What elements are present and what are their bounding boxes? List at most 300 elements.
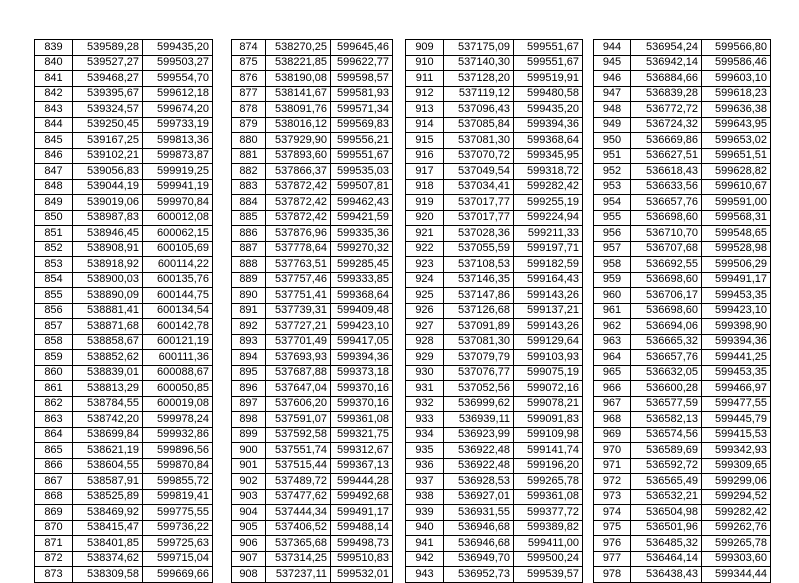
y-coordinate: 599262,76 — [702, 520, 771, 536]
y-coordinate: 599361,08 — [514, 489, 583, 505]
y-coordinate: 599370,16 — [331, 381, 393, 397]
x-coordinate: 537108,53 — [444, 257, 514, 273]
x-coordinate: 537140,30 — [444, 55, 514, 71]
table-row — [35, 334, 213, 350]
y-coordinate: 599164,43 — [514, 272, 583, 288]
table-row — [232, 412, 393, 428]
point-number: 898 — [232, 412, 266, 428]
y-coordinate: 599554,70 — [143, 71, 213, 87]
table-row — [232, 334, 393, 350]
table-row — [406, 567, 583, 583]
point-number: 877 — [232, 86, 266, 102]
x-coordinate: 539056,83 — [73, 164, 143, 180]
table-row — [594, 396, 771, 412]
y-coordinate: 600114,22 — [143, 257, 213, 273]
point-number: 969 — [594, 427, 631, 443]
table-row — [232, 350, 393, 366]
y-coordinate: 599143,26 — [514, 288, 583, 304]
x-coordinate: 537070,72 — [444, 148, 514, 164]
y-coordinate: 599610,67 — [702, 179, 771, 195]
table-row — [594, 164, 771, 180]
table-row — [594, 71, 771, 87]
y-coordinate: 599141,74 — [514, 443, 583, 459]
y-coordinate: 599415,53 — [702, 427, 771, 443]
y-coordinate: 599445,79 — [702, 412, 771, 428]
x-coordinate: 537096,43 — [444, 102, 514, 118]
y-coordinate: 599491,17 — [331, 505, 393, 521]
x-coordinate: 537515,44 — [266, 458, 331, 474]
table-row — [594, 179, 771, 195]
y-coordinate: 599398,90 — [702, 319, 771, 335]
point-number: 883 — [232, 179, 266, 195]
point-number: 875 — [232, 55, 266, 71]
point-number: 841 — [35, 71, 73, 87]
table-row — [232, 86, 393, 102]
table-row — [232, 148, 393, 164]
table-row — [406, 86, 583, 102]
y-coordinate: 599566,80 — [702, 40, 771, 56]
table-row — [232, 536, 393, 552]
point-number: 912 — [406, 86, 444, 102]
table-row — [232, 381, 393, 397]
table-row — [232, 164, 393, 180]
y-coordinate: 599394,36 — [702, 334, 771, 350]
y-coordinate: 600144,75 — [143, 288, 213, 304]
y-coordinate: 599453,35 — [702, 365, 771, 381]
y-coordinate: 599409,48 — [331, 303, 393, 319]
table-row — [406, 257, 583, 273]
point-number: 936 — [406, 458, 444, 474]
table-row — [35, 40, 213, 56]
point-number: 943 — [406, 567, 444, 583]
table-row — [406, 551, 583, 567]
table-row — [594, 86, 771, 102]
x-coordinate: 537751,41 — [266, 288, 331, 304]
y-coordinate: 599556,21 — [331, 133, 393, 149]
table-row — [232, 520, 393, 536]
table-row — [232, 319, 393, 335]
y-coordinate: 599819,41 — [143, 489, 213, 505]
table-row — [232, 303, 393, 319]
point-number: 896 — [232, 381, 266, 397]
x-coordinate: 537872,42 — [266, 195, 331, 211]
table-row — [406, 458, 583, 474]
table-row — [232, 133, 393, 149]
table-row — [35, 319, 213, 335]
point-number: 978 — [594, 567, 631, 583]
table-row — [594, 241, 771, 257]
point-number: 844 — [35, 117, 73, 133]
x-coordinate: 537763,51 — [266, 257, 331, 273]
x-coordinate: 536698,60 — [631, 210, 702, 226]
x-coordinate: 536632,05 — [631, 365, 702, 381]
y-coordinate: 599255,19 — [514, 195, 583, 211]
y-coordinate: 599282,42 — [702, 505, 771, 521]
table-row — [232, 40, 393, 56]
x-coordinate: 538309,58 — [73, 567, 143, 583]
point-number: 862 — [35, 396, 73, 412]
table-row — [406, 427, 583, 443]
point-number: 931 — [406, 381, 444, 397]
point-number: 909 — [406, 40, 444, 56]
point-number: 958 — [594, 257, 631, 273]
x-coordinate: 537701,49 — [266, 334, 331, 350]
x-coordinate: 536927,01 — [444, 489, 514, 505]
x-coordinate: 536839,28 — [631, 86, 702, 102]
table-row — [594, 195, 771, 211]
table-row — [594, 40, 771, 56]
x-coordinate: 538604,55 — [73, 458, 143, 474]
table-row — [35, 133, 213, 149]
table-row — [594, 505, 771, 521]
point-number: 902 — [232, 474, 266, 490]
point-number: 928 — [406, 334, 444, 350]
point-number: 948 — [594, 102, 631, 118]
y-coordinate: 599367,13 — [331, 458, 393, 474]
x-coordinate: 537872,42 — [266, 210, 331, 226]
x-coordinate: 536565,49 — [631, 474, 702, 490]
table-row — [594, 272, 771, 288]
point-number: 885 — [232, 210, 266, 226]
x-coordinate: 538987,83 — [73, 210, 143, 226]
y-coordinate: 599285,45 — [331, 257, 393, 273]
point-number: 868 — [35, 489, 73, 505]
y-coordinate: 600088,67 — [143, 365, 213, 381]
table-row — [35, 195, 213, 211]
x-coordinate: 538918,92 — [73, 257, 143, 273]
y-coordinate: 599333,85 — [331, 272, 393, 288]
table-row — [35, 443, 213, 459]
x-coordinate: 538469,92 — [73, 505, 143, 521]
point-number: 881 — [232, 148, 266, 164]
point-number: 854 — [35, 272, 73, 288]
y-coordinate: 599361,08 — [331, 412, 393, 428]
x-coordinate: 538221,85 — [266, 55, 331, 71]
table-row — [35, 288, 213, 304]
x-coordinate: 539324,57 — [73, 102, 143, 118]
y-coordinate: 599643,95 — [702, 117, 771, 133]
table-row — [232, 210, 393, 226]
point-number: 848 — [35, 179, 73, 195]
x-coordinate: 536694,06 — [631, 319, 702, 335]
table-row — [35, 551, 213, 567]
y-coordinate: 599870,84 — [143, 458, 213, 474]
y-coordinate: 599312,67 — [331, 443, 393, 459]
point-number: 876 — [232, 71, 266, 87]
point-number: 917 — [406, 164, 444, 180]
x-coordinate: 539527,27 — [73, 55, 143, 71]
x-coordinate: 537147,86 — [444, 288, 514, 304]
point-number: 856 — [35, 303, 73, 319]
y-coordinate: 599368,64 — [331, 288, 393, 304]
y-coordinate: 599265,78 — [514, 474, 583, 490]
table-row — [35, 257, 213, 273]
point-number: 918 — [406, 179, 444, 195]
y-coordinate: 599282,42 — [514, 179, 583, 195]
y-coordinate: 599344,44 — [702, 567, 771, 583]
y-coordinate: 599970,84 — [143, 195, 213, 211]
x-coordinate: 536633,56 — [631, 179, 702, 195]
x-coordinate: 537237,11 — [266, 567, 331, 583]
x-coordinate: 538871,68 — [73, 319, 143, 335]
x-coordinate: 536592,72 — [631, 458, 702, 474]
y-coordinate: 599715,04 — [143, 551, 213, 567]
y-coordinate: 599417,05 — [331, 334, 393, 350]
y-coordinate: 599270,32 — [331, 241, 393, 257]
table-row — [406, 164, 583, 180]
point-number: 951 — [594, 148, 631, 164]
y-coordinate: 599539,57 — [514, 567, 583, 583]
table-row — [406, 272, 583, 288]
y-coordinate: 600050,85 — [143, 381, 213, 397]
y-coordinate: 599855,72 — [143, 474, 213, 490]
point-number: 914 — [406, 117, 444, 133]
point-number: 893 — [232, 334, 266, 350]
x-coordinate: 538858,67 — [73, 334, 143, 350]
y-coordinate: 599941,19 — [143, 179, 213, 195]
table-row — [406, 505, 583, 521]
table-row — [406, 102, 583, 118]
y-coordinate: 600062,15 — [143, 226, 213, 242]
x-coordinate: 537477,62 — [266, 489, 331, 505]
x-coordinate: 536574,56 — [631, 427, 702, 443]
y-coordinate: 599466,97 — [702, 381, 771, 397]
x-coordinate: 539167,25 — [73, 133, 143, 149]
y-coordinate: 599370,16 — [331, 396, 393, 412]
point-number: 895 — [232, 365, 266, 381]
y-coordinate: 599618,23 — [702, 86, 771, 102]
table-row — [406, 148, 583, 164]
table-row — [35, 520, 213, 536]
y-coordinate: 600019,08 — [143, 396, 213, 412]
table-row — [35, 505, 213, 521]
y-coordinate: 599488,14 — [331, 520, 393, 536]
y-coordinate: 599535,03 — [331, 164, 393, 180]
x-coordinate: 536582,13 — [631, 412, 702, 428]
y-coordinate: 599435,20 — [514, 102, 583, 118]
point-number: 966 — [594, 381, 631, 397]
table-row — [406, 241, 583, 257]
x-coordinate: 537739,31 — [266, 303, 331, 319]
coordinate-table-2 — [231, 39, 393, 583]
point-number: 853 — [35, 257, 73, 273]
table-row — [35, 210, 213, 226]
point-number: 863 — [35, 412, 73, 428]
y-coordinate: 599441,25 — [702, 350, 771, 366]
table-row — [232, 102, 393, 118]
table-row — [35, 412, 213, 428]
x-coordinate: 538784,55 — [73, 396, 143, 412]
point-number: 957 — [594, 241, 631, 257]
table-row — [594, 536, 771, 552]
point-number: 890 — [232, 288, 266, 304]
point-number: 973 — [594, 489, 631, 505]
point-number: 879 — [232, 117, 266, 133]
coordinate-table-3 — [405, 39, 583, 583]
y-coordinate: 599571,34 — [331, 102, 393, 118]
x-coordinate: 538908,91 — [73, 241, 143, 257]
y-coordinate: 600135,76 — [143, 272, 213, 288]
x-coordinate: 539044,19 — [73, 179, 143, 195]
x-coordinate: 536657,76 — [631, 195, 702, 211]
x-coordinate: 537687,88 — [266, 365, 331, 381]
y-coordinate: 600012,08 — [143, 210, 213, 226]
point-number: 880 — [232, 133, 266, 149]
point-number: 915 — [406, 133, 444, 149]
point-number: 886 — [232, 226, 266, 242]
point-number: 843 — [35, 102, 73, 118]
y-coordinate: 599492,68 — [331, 489, 393, 505]
x-coordinate: 538415,47 — [73, 520, 143, 536]
x-coordinate: 538900,03 — [73, 272, 143, 288]
x-coordinate: 537076,77 — [444, 365, 514, 381]
x-coordinate: 537028,36 — [444, 226, 514, 242]
x-coordinate: 536952,73 — [444, 567, 514, 583]
x-coordinate: 536954,24 — [631, 40, 702, 56]
x-coordinate: 536922,48 — [444, 458, 514, 474]
y-coordinate: 599091,83 — [514, 412, 583, 428]
x-coordinate: 537049,54 — [444, 164, 514, 180]
table-row — [594, 412, 771, 428]
y-coordinate: 599421,59 — [331, 210, 393, 226]
point-number: 923 — [406, 257, 444, 273]
x-coordinate: 536577,59 — [631, 396, 702, 412]
table-row — [232, 474, 393, 490]
point-number: 858 — [35, 334, 73, 350]
table-row — [406, 288, 583, 304]
point-number: 871 — [35, 536, 73, 552]
x-coordinate: 536501,96 — [631, 520, 702, 536]
x-coordinate: 538839,01 — [73, 365, 143, 381]
point-number: 972 — [594, 474, 631, 490]
x-coordinate: 536999,62 — [444, 396, 514, 412]
x-coordinate: 539589,28 — [73, 40, 143, 56]
point-number: 956 — [594, 226, 631, 242]
y-coordinate: 599612,18 — [143, 86, 213, 102]
table-row — [406, 350, 583, 366]
table-row — [594, 520, 771, 536]
x-coordinate: 537085,84 — [444, 117, 514, 133]
point-number: 938 — [406, 489, 444, 505]
y-coordinate: 599978,24 — [143, 412, 213, 428]
point-number: 964 — [594, 350, 631, 366]
point-number: 920 — [406, 210, 444, 226]
x-coordinate: 537489,72 — [266, 474, 331, 490]
table-row — [232, 195, 393, 211]
y-coordinate: 599528,98 — [702, 241, 771, 257]
y-coordinate: 599645,46 — [331, 40, 393, 56]
y-coordinate: 599506,29 — [702, 257, 771, 273]
point-number: 968 — [594, 412, 631, 428]
x-coordinate: 539102,21 — [73, 148, 143, 164]
y-coordinate: 599265,78 — [702, 536, 771, 552]
x-coordinate: 537175,09 — [444, 40, 514, 56]
y-coordinate: 599636,38 — [702, 102, 771, 118]
point-number: 975 — [594, 520, 631, 536]
y-coordinate: 599548,65 — [702, 226, 771, 242]
y-coordinate: 599345,95 — [514, 148, 583, 164]
point-number: 899 — [232, 427, 266, 443]
point-number: 954 — [594, 195, 631, 211]
table-row — [406, 443, 583, 459]
x-coordinate: 537606,20 — [266, 396, 331, 412]
table-row — [594, 567, 771, 583]
table-row — [406, 520, 583, 536]
point-number: 867 — [35, 474, 73, 490]
point-number: 934 — [406, 427, 444, 443]
y-coordinate: 599075,19 — [514, 365, 583, 381]
table-row — [406, 319, 583, 335]
point-number: 944 — [594, 40, 631, 56]
y-coordinate: 600111,36 — [143, 350, 213, 366]
point-number: 882 — [232, 164, 266, 180]
table-row — [406, 536, 583, 552]
table-row — [35, 102, 213, 118]
x-coordinate: 537365,68 — [266, 536, 331, 552]
point-number: 892 — [232, 319, 266, 335]
point-number: 962 — [594, 319, 631, 335]
y-coordinate: 599507,81 — [331, 179, 393, 195]
point-number: 860 — [35, 365, 73, 381]
x-coordinate: 538742,20 — [73, 412, 143, 428]
point-number: 903 — [232, 489, 266, 505]
x-coordinate: 536724,32 — [631, 117, 702, 133]
point-number: 840 — [35, 55, 73, 71]
y-coordinate: 599586,46 — [702, 55, 771, 71]
x-coordinate: 538401,85 — [73, 536, 143, 552]
y-coordinate: 599477,55 — [702, 396, 771, 412]
table-row — [406, 396, 583, 412]
y-coordinate: 600142,78 — [143, 319, 213, 335]
y-coordinate: 599598,57 — [331, 71, 393, 87]
x-coordinate: 537893,60 — [266, 148, 331, 164]
x-coordinate: 536706,17 — [631, 288, 702, 304]
point-number: 921 — [406, 226, 444, 242]
x-coordinate: 536669,86 — [631, 133, 702, 149]
table-row — [35, 241, 213, 257]
point-number: 925 — [406, 288, 444, 304]
y-coordinate: 599503,27 — [143, 55, 213, 71]
x-coordinate: 539395,67 — [73, 86, 143, 102]
point-number: 930 — [406, 365, 444, 381]
point-number: 906 — [232, 536, 266, 552]
table-row — [232, 551, 393, 567]
y-coordinate: 599224,94 — [514, 210, 583, 226]
x-coordinate: 538852,62 — [73, 350, 143, 366]
x-coordinate: 536946,68 — [444, 520, 514, 536]
x-coordinate: 536589,69 — [631, 443, 702, 459]
table-row — [232, 567, 393, 583]
table-row — [406, 40, 583, 56]
point-number: 845 — [35, 133, 73, 149]
table-row — [406, 195, 583, 211]
x-coordinate: 536618,43 — [631, 164, 702, 180]
table-row — [35, 55, 213, 71]
table-row — [35, 303, 213, 319]
point-number: 935 — [406, 443, 444, 459]
y-coordinate: 599196,20 — [514, 458, 583, 474]
x-coordinate: 536504,98 — [631, 505, 702, 521]
y-coordinate: 599389,82 — [514, 520, 583, 536]
y-coordinate: 599919,25 — [143, 164, 213, 180]
point-number: 911 — [406, 71, 444, 87]
y-coordinate: 599109,98 — [514, 427, 583, 443]
table-row — [406, 226, 583, 242]
y-coordinate: 599303,60 — [702, 551, 771, 567]
y-coordinate: 599674,20 — [143, 102, 213, 118]
y-coordinate: 599733,19 — [143, 117, 213, 133]
point-number: 888 — [232, 257, 266, 273]
